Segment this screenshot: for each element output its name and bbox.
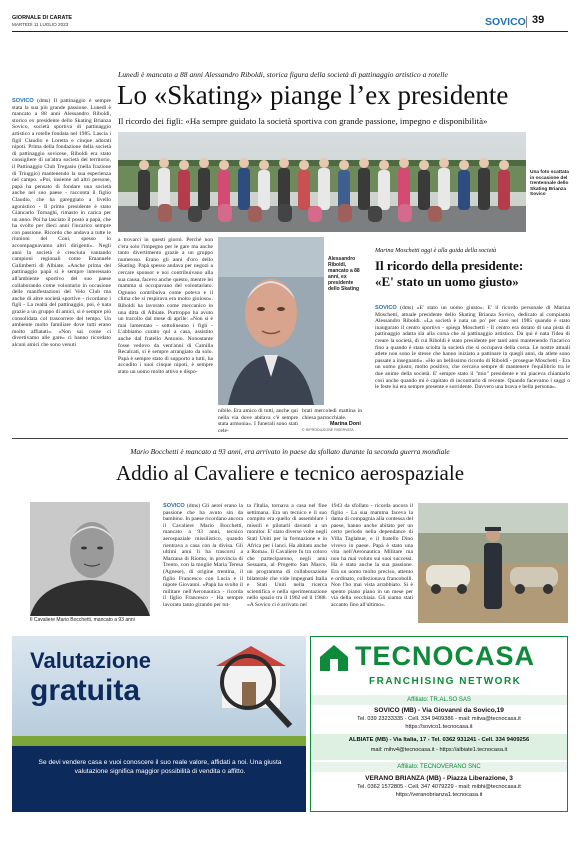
brand-network: FRANCHISING NETWORK xyxy=(369,676,522,687)
brand-name: TECNOCASA xyxy=(355,641,536,671)
story2-body xyxy=(375,305,570,433)
story2-headline-1: Il ricordo della presidente: xyxy=(375,258,524,273)
riboldi-portrait xyxy=(218,237,324,405)
tecnocasa-panel xyxy=(310,636,568,812)
story1-headline: Lo «Skating» piange l’ex presidente xyxy=(117,80,509,110)
affiliate-2: Affiliato: TECNOVERANO SNC xyxy=(311,762,567,772)
section-name: SOVICO xyxy=(485,16,526,28)
bocchetti-portrait xyxy=(30,502,150,616)
team-photo xyxy=(118,132,526,232)
office-3-web[interactable]: https://veranobrianza1.tecnocasa.it xyxy=(395,792,483,798)
story1-kicker: Lunedì è mancato a 88 anni Alessandro Riboldi, storica figura della società di pattinaggio artistico a rotelle xyxy=(118,70,448,79)
story3-dateline: SOVICO xyxy=(163,503,185,509)
story1-copyright: © RIPRODUZIONE RISERVATA xyxy=(302,428,354,432)
masthead-date: MARTEDÌ 11 LUGLIO 2023 xyxy=(12,22,69,27)
story3-col1-text: (dms) Gli aerei erano la passione che ha avuto sin da bambino. In paese ricordano ancora il Cavaliere Mario Bocchetti, mancato a 93 anni, tecnico aerospaziale missilistico, quando rientrava a casa con la divisa. Gli ultimi anni li ha trascorsi a Marzana di Riomo, in provincia di Trento, con la moglie Maria Teresa (Agnese), di origine trentina, il figlio Francesco con Lucia e il nipote Giovanni. «Papà ha svolto il militare nell'Aeronautica - ricorda il figlio Francesco - Ha sempre lavorato tanto girando per tut- xyxy=(163,503,243,608)
tecnocasa-house-icon xyxy=(317,641,351,675)
masthead-paper: GIORNALE DI CARATE xyxy=(12,15,73,21)
ad-title-2: gratuita xyxy=(30,674,141,707)
story2-dateline: SOVICO xyxy=(375,305,397,311)
story1-byline: Marina Doni xyxy=(330,421,361,427)
office-1-tel: Tel. 039 23233335 - Cell. 334 9409386 - mail: mitva@tecnocasa.it xyxy=(357,716,521,722)
story3-column-1 xyxy=(163,503,243,627)
masthead-divider xyxy=(526,16,527,28)
story1-column-1 xyxy=(12,98,111,433)
office-2-name: ALBIATE (MB) - Via Italia, 17 - Tel. 0362 931241 - Cell. 334 9409256 xyxy=(348,737,530,743)
bocchetti-portrait-caption: Il Cavaliere Mario Bocchetti, mancato a 93 anni xyxy=(30,617,135,623)
story2-text: (dms) «E' stato un uomo giusto». E' il ricordo personale di Marina Moschetti, attuale presidente dello Skating Brianza Sovico, dedicato al compianto Alessandro Riboldi. «La società è nata un po' per caso nel 1985 quando è stato inaugurato il centro sportivo - spiega Moschetti - Il centro era dotato di una pista di pattinaggio adatta sia alla corsa che al pattinaggio artistico. Da qui è nata l'idea di creare la società, di cui Riboldi è stato presidente per tanti anni mantenendo l'incarico fino a quando è stata sciolta la società che si occupava della corsa. Le nostre attuali atlete non sono le stesse che hanno iniziato a pattinare in quegli anni, da atlete sono passate a insegnanti». «Ho un bellissimo ricordo di Riboldi - prosegue Moschetti - Era un uomo giusto, molto positivo, che cercava sempre di mantenere l'equilibrio tra le due anime della società. E' sempre stato il "mio" presidente e mi piaceva chiamarlo così anche quando mi è capitato di incontrarlo di recente. Quando facevamo i saggi o le feste lui era sempre presente e sorridente. Davvero una brava e bella persona». xyxy=(375,305,570,391)
team-photo-caption: Una foto scattata in occasione del trentennale dello Skating Brianza Sovico xyxy=(530,170,569,198)
story1-subhead: Il ricordo dei figli: «Ha sempre guidato la società sportiva con grande passione, impegno e disponibilità» xyxy=(118,116,488,126)
story3-headline: Addio al Cavaliere e tecnico aerospaziale xyxy=(115,461,465,485)
story2-headline-2: «E' stato un uomo giusto» xyxy=(375,274,519,289)
office-1-web[interactable]: https://sovico1.tecnocasa.it xyxy=(405,724,473,730)
story3-kicker: Mario Bocchetti è mancato a 93 anni, era arrivato in paese da sfollato durante la seconda guerra mondiale xyxy=(130,447,450,456)
story3-column-2: ta l'Italia, tornava a casa nel fine settimana. Era un tecnico e il suo compito era quello di assemblare i missili e pilotarli davanti a un monitor. E' stato diverse volte negli Stati Uniti per la formazione e in Africa per i lanci. Ha abitato anche a Roma». Il Cavaliere fu tra coloro che parteciparono, negli anni Sessanta, al Progetto San Marco, un programma di collaborazione bilaterale che vide impegnati Italia e Stati Uniti nella ricerca scientifica e nella sperimentazione nello spazio tra il 1962 ed il 1988. «A Sovico ci è arrivato nel xyxy=(247,503,327,608)
story1-column-4: brati mercoledì mattina in chiesa parrocchiale. xyxy=(302,408,362,421)
valuation-ad-panel xyxy=(12,636,306,812)
bocchetti-vintage-photo xyxy=(418,503,568,623)
story1-column-3: nibile. Era amico di tutti, anche qui nella via dove abitava c'è sempre stata armonia». I funerali sono stati cele- xyxy=(218,408,298,434)
masthead-rule xyxy=(12,31,568,32)
office-3-tel: Tel. 0362 1572805 - Cell. 347 4079229 - mail: mibhi@tecnocasa.it xyxy=(357,784,521,790)
ad-title-1: Valutazione xyxy=(30,648,152,673)
office-1-name: SOVICO (MB) - Via Giovanni da Sovico,19 xyxy=(374,707,504,714)
magnifier-house-icon xyxy=(208,642,300,734)
office-3-name: VERANO BRIANZA (MB) - Piazza Liberazione, 3 xyxy=(365,775,513,782)
story1-dateline: SOVICO xyxy=(12,98,34,104)
story3-column-3: 1943 da sfollato - ricorda ancora il figlio - La sua mamma faceva la dama di compagnia alla contessa del paese, hanno anche abitato per un certo periodo nella dependance di Villa Taglabue, e il fratello Dino vivevo in paese. Papà è stato una vita nell'Aeronautica Militare ma non ha mai voluto sui suoi successi. Ha è stato anche la sua passione. Era un uomo molto preciso, attento e ordinato, collezionava francobolli. Non l'ho mai vista arrabbiato. Si è spento piano piano in un mese per via della vecchiaia. Gli siamo stati accanto fino all'ultimo». xyxy=(331,503,413,608)
story1-column-2: a trovarci in questi giorni. Perché non c'era solo l'impegno per le gare ma anche tanto divertimento grazie a un gruppo numeroso. Erano gli anni d'oro dello Skating. Papà spesso andava per negozi a cercare sponsor e noi contribuivano alla sua causa, facevo anche questo, mentre lei mamma si occupavano del volontariato. Ognuno contribuiva come poteva e il clima che si respirava era molto gioioso». Riboldi ha lavorato come meccanico in una ditta di Albiate. Purtroppo ha avuto un tracollo dal mese di aprile: «Non si è mai lamentato - sottolineano i figli - L'abbiamo curato qui a casa, assistito anche dal fratello Antonio. Nonostante fosse vedovo da vent'anni di Camilla Recalcati, si è sempre arrangiato da solo. Papà è sempre stato di supporto a tutti, ha accudito i suoi cinque nipoti, è sempre stato un uomo molto attivo e dispo- xyxy=(118,237,213,375)
affiliate-1: Affiliato: TR.AL.SO SAS xyxy=(311,695,567,705)
story2-kicker: Marina Moschetti oggi è alla guida della società xyxy=(375,247,497,254)
office-2-mail[interactable]: mail: mihv4@tecnocasa.it - https://albiate1.tecnocasa.it xyxy=(370,747,508,753)
story-divider xyxy=(12,438,568,439)
riboldi-portrait-caption: Alessandro Riboldi, mancato a 88 anni, ex presidente dello Skating xyxy=(328,256,360,292)
story1-col1-text: (dms) Il pattinaggio è sempre stata la sua più grande passione. Lunedì è mancato a 88 anni Alessandro Riboldi, storico ex presidente dello Skating Brianza Sovico, società sportiva di pattinaggio artistico a rotelle fondata nel 1985. Lascia i figli Claudio e Loretta e cinque adorati nipoti. Prima della fondazione della società di pattinaggio sovicese, Riboldi era stato consigliere di un'altra società del territorio, il Pattinaggio Club Tregasio (nella frazione di Triuggio) mantenendo la sua esperienza nel campo. «Poi, insieme ad altri persone, papà ha pensato di fondare una società anche nel suo paese - racconta il figlio Claudio, che ha gareggiato a livello agonistico - Il primo presidente è stato Giancarlo Tornaghi, rimasto in carica per un anno. Poi ha lasciato il posto a papà, che ha svolto per dieci anni l'incarico sempre con passione. Ricordo che andava a tutte le riunioni del Coni, spesso lo accompagnavamo altri dirigenti». Negli anni la società è cresciuta vantando campioni regionali come Emanuele Galimberti di Albiate. «Anche prima del pattinaggio papà si è sempre interessato all'ambiente sportivo del suo paese collaborando come volontario in occasione delle manifestazioni del Velo Club ma anche di altre società sportive - ricordano i figli - La realtà del pattinaggio, poi, è nata grazie a un gruppo di amici, si è sempre più consolidata col trascorrere del tempo. Un ambiente molto familiare dove tutti erano molto affiatati». «Non sai come ci divertivamo alle gare» ci hanno ricordato alcuni amici che sono venuti xyxy=(12,98,111,348)
ad-body: Se devi vendere casa e vuoi conoscere il suo reale valore, affidati a noi. Una giusta valutazione significa maggior possibilità di vendita o affitto. xyxy=(38,759,282,775)
page-number: 39 xyxy=(532,14,545,26)
